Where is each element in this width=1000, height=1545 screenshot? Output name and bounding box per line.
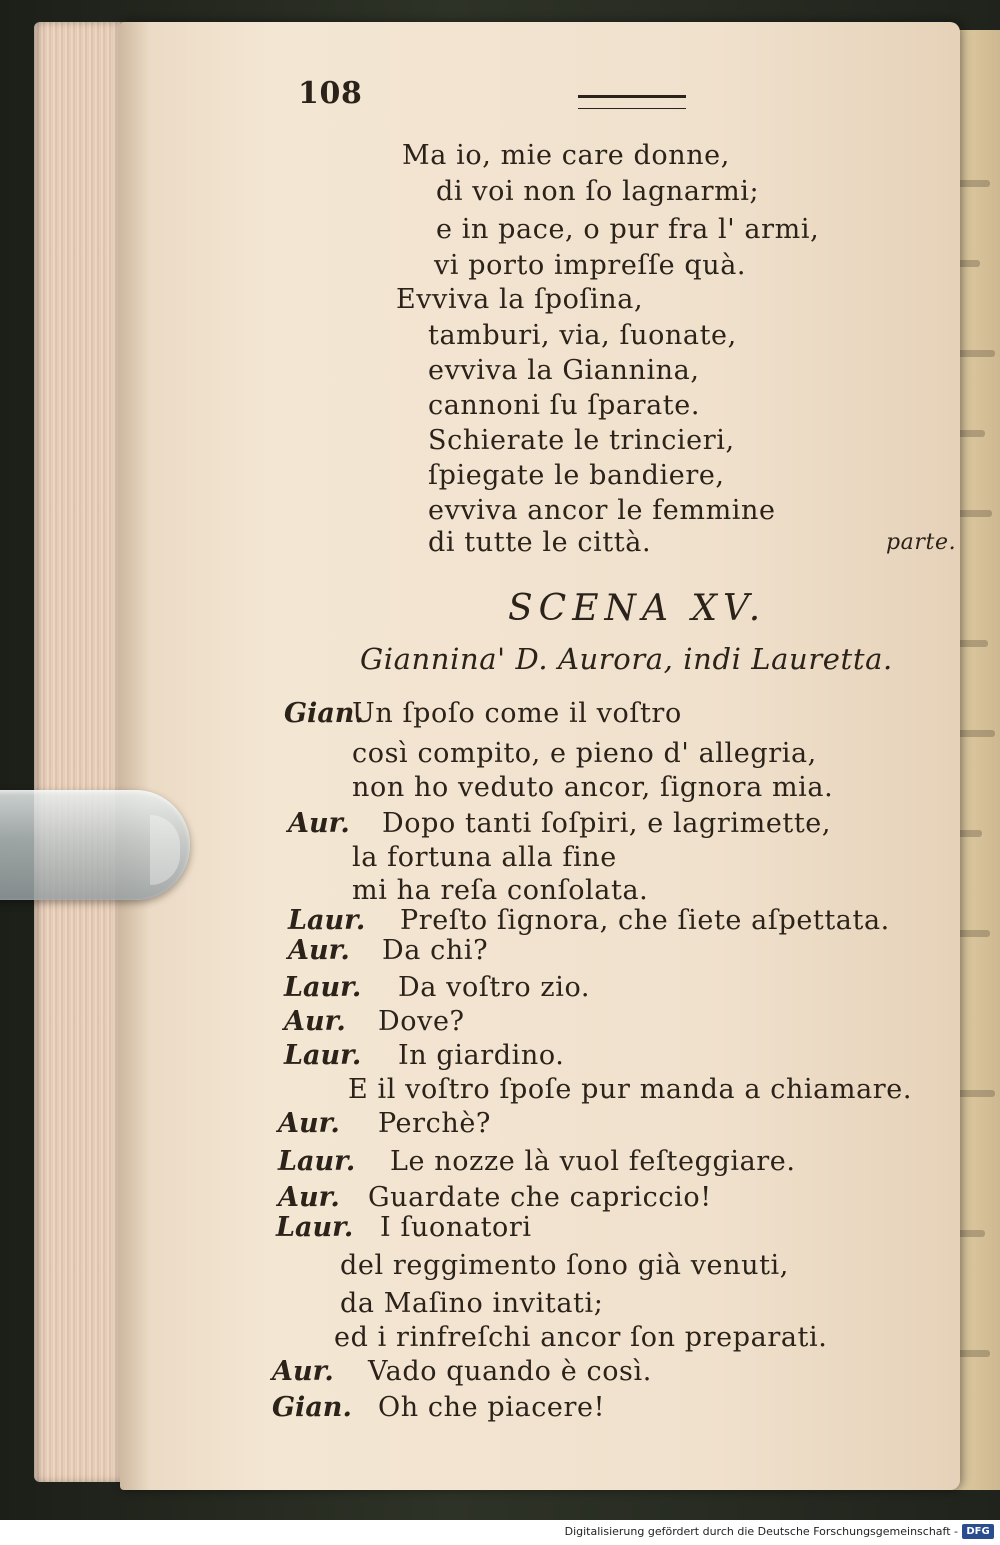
dialogue-line: da Maſino invitati;	[340, 1288, 604, 1319]
dfg-logo: DFG	[962, 1524, 994, 1539]
dialogue-line: In giardino.	[398, 1040, 565, 1071]
footer-credit: Digitalisierung gefördert durch die Deutsche Forschungsgemeinschaft -	[564, 1525, 958, 1538]
speaker-name: Aur.	[288, 808, 350, 839]
dialogue-line: Da chi?	[382, 935, 489, 966]
verse-line: tamburi, via, ſuonate,	[428, 320, 737, 351]
dialogue-line: Oh che piacere!	[378, 1392, 606, 1423]
header-rule	[578, 95, 686, 109]
speaker-name: Aur.	[278, 1108, 340, 1139]
verse-line: di voi non ſo lagnarmi;	[436, 176, 760, 207]
dialogue-line: I ſuonatori	[380, 1212, 532, 1243]
verse-line: ſpiegate le bandiere,	[428, 460, 725, 491]
dialogue-line: Un ſpoſo come il voſtro	[352, 698, 682, 729]
scene-cast: Giannina' D. Aurora, indi Lauretta.	[360, 642, 893, 676]
stage-direction: parte.	[886, 530, 957, 555]
verse-line: Schierate le trincieri,	[428, 425, 735, 456]
scene-title: SCENA XV.	[508, 588, 767, 629]
dialogue-line: Guardate che capriccio!	[368, 1182, 712, 1213]
dialogue-line: Preſto ſignora, che ſiete aſpettata.	[400, 905, 890, 936]
dialogue-line: Da voſtro zio.	[398, 972, 591, 1003]
verse-line: di tutte le città.	[428, 527, 652, 558]
dialogue-line: Perchè?	[378, 1108, 492, 1139]
speaker-name: Aur.	[284, 1006, 346, 1037]
speaker-name: Gian.	[284, 698, 364, 729]
dialogue-line: ed i rinfreſchi ancor ſon preparati.	[334, 1322, 828, 1353]
speaker-name: Gian.	[272, 1392, 352, 1423]
verse-line: cannoni ſu ſparate.	[428, 390, 701, 421]
speaker-name: Laur.	[284, 972, 362, 1003]
dialogue-line: mi ha reſa conſolata.	[352, 875, 649, 906]
page-gutter-shadow	[120, 22, 150, 1490]
speaker-name: Laur.	[284, 1040, 362, 1071]
verse-line: e in pace, o pur fra l' armi,	[436, 214, 820, 245]
verse-line: Ma io, mie care donne,	[402, 140, 730, 171]
dialogue-line: Le nozze là vuol feſteggiare.	[390, 1146, 796, 1177]
verse-line: evviva ancor le femmine	[428, 495, 776, 526]
dialogue-line: Dove?	[378, 1006, 465, 1037]
dialogue-line: Dopo tanti ſoſpiri, e lagrimette,	[382, 808, 832, 839]
dialogue-line: del reggimento ſono già venuti,	[340, 1250, 789, 1281]
page-number: 108	[298, 76, 363, 111]
speaker-name: Laur.	[278, 1146, 356, 1177]
verse-line: vi porto impreſſe quà.	[434, 250, 747, 281]
speaker-name: Laur.	[288, 905, 366, 936]
dialogue-line: non ho veduto ancor, ſignora mia.	[352, 772, 834, 803]
speaker-name: Aur.	[278, 1182, 340, 1213]
dialogue-line: la fortuna alla fine	[352, 842, 617, 873]
dialogue-line: Vado quando è così.	[368, 1356, 652, 1387]
dialogue-line: così compito, e pieno d' allegria,	[352, 738, 817, 769]
verse-line: evviva la Giannina,	[428, 355, 700, 386]
speaker-name: Laur.	[276, 1212, 354, 1243]
verse-line: Evviva la ſpoſina,	[396, 284, 644, 315]
dialogue-line: E il voſtro ſpoſe pur manda a chiamare.	[348, 1074, 913, 1105]
speaker-name: Aur.	[288, 935, 350, 966]
speaker-name: Aur.	[272, 1356, 334, 1387]
